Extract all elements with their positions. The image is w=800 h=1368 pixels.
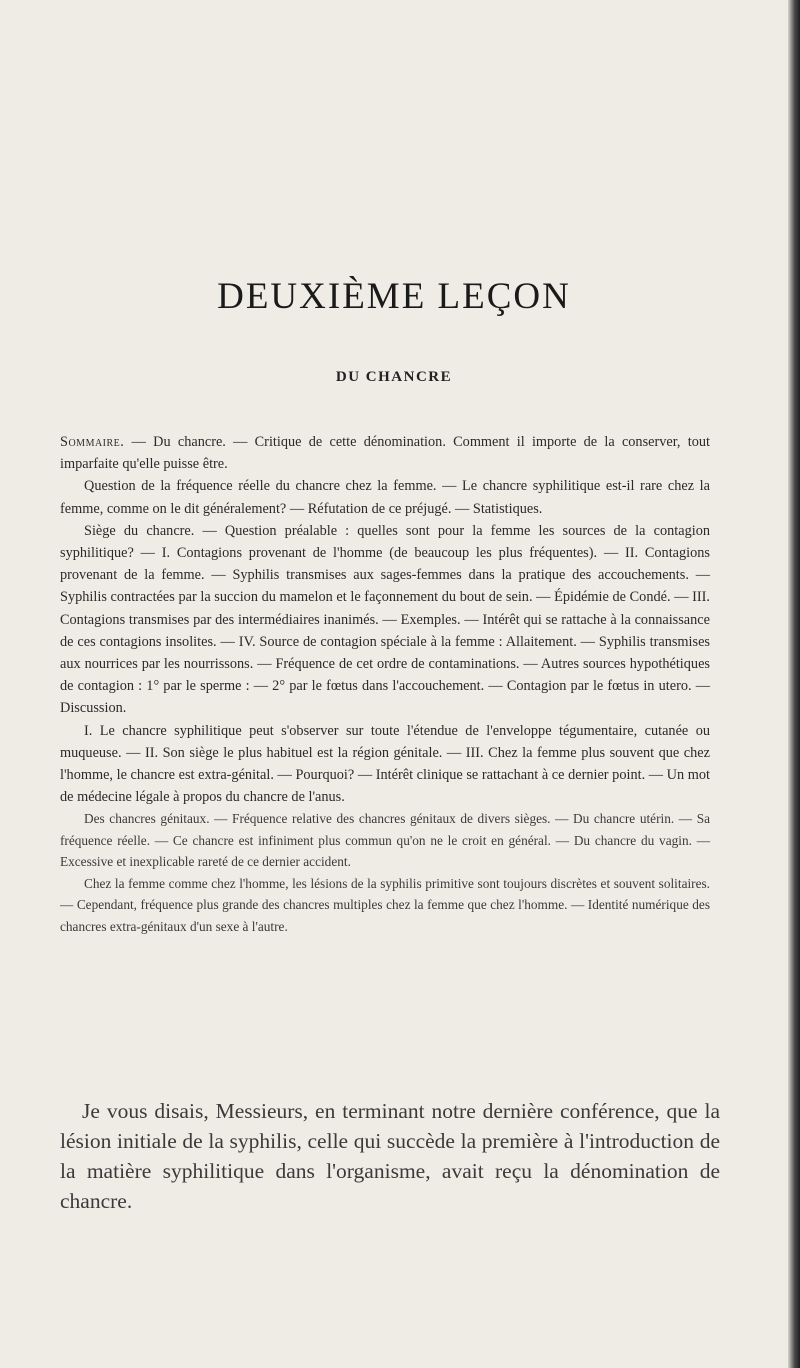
- chapter-title: DEUXIÈME LEÇON: [217, 276, 571, 317]
- body-paragraph: Je vous disais, Messieurs, en terminant notre dernière conférence, que la lésion initiale de la syphilis, celle qui succède la première à l'introduction de la matière syphilitique dans l'organisme, avait reçu la dénomination de chancre.: [60, 1099, 720, 1213]
- summary-paragraph: Sommaire. — Du chancre. — Critique de cette dénomination. Comment il importe de la conserver, tout imparfaite qu'elle puisse être.: [60, 434, 710, 473]
- summary-paragraph: Des chancres génitaux. — Fréquence relative des chancres génitaux de divers sièges. — Du chancre utérin. — Sa fréquence réelle. — Ce chancre est infiniment plus commun qu'on ne le croit en général. — Du chancre du vagin. — Excessive et inexplicable rareté de ce dernier accident.: [60, 811, 710, 870]
- chapter-subtitle: DU CHANCRE: [335, 369, 453, 385]
- body-text: [60, 1096, 720, 1216]
- summary-paragraph: I. Le chancre syphilitique peut s'observer sur toute l'étendue de l'enveloppe tégumentaire, cutanée ou muqueuse. — II. Son siège le plus habituel est la région génitale. — III. Chez la femme plus souvent que chez l'homme, le chancre est extra-génital. — Pourquoi? — Intérêt clinique se rattachant à ce dernier point. — Un mot de médecine légale à propos du chancre de l'anus.: [60, 722, 710, 806]
- summary-paragraph: Question de la fréquence réelle du chancre chez la femme. — Le chancre syphilitique est-il rare chez la femme, comme on le dit généralement? — Réfutation de ce préjugé. — Statistiques.: [60, 478, 710, 517]
- summary-block: [60, 431, 710, 937]
- summary-label: Sommaire.: [60, 434, 125, 450]
- page-edge-shadow: [788, 0, 800, 1368]
- summary-paragraph: Siège du chancre. — Question préalable : quelles sont pour la femme les sources de la contagion syphilitique? — I. Contagions provenant de l'homme (de beaucoup les plus fréquentes). — II. Contagions provenant de la femme. — Syphilis transmises aux sages-femmes dans la pratique des accouchements. — Syphilis contractées par la succion du mamelon et le façonnement du bout de sein. — Épidémie de Condé. — III. Contagions transmises par des intermédiaires inanimés. — Exemples. — Intérêt qui se rattache à la connaissance de ces contagions insolites. — IV. Source de contagion spéciale à la femme : Allaitement. — Syphilis transmises aux nourrices par les nourrissons. — Fréquence de cet ordre de contaminations. — Autres sources hypothétiques de contagion : 1° par le sperme : — 2° par le fœtus dans l'accouchement. — Contagion par le fœtus in utero. — Discussion.: [60, 522, 710, 717]
- summary-paragraph: Chez la femme comme chez l'homme, les lésions de la syphilis primitive sont toujours discrètes et souvent solitaires. — Cependant, fréquence plus grande des chancres multiples chez la femme que chez l'homme. — Identité numérique des chancres extra-génitaux d'un sexe à l'autre.: [60, 875, 710, 934]
